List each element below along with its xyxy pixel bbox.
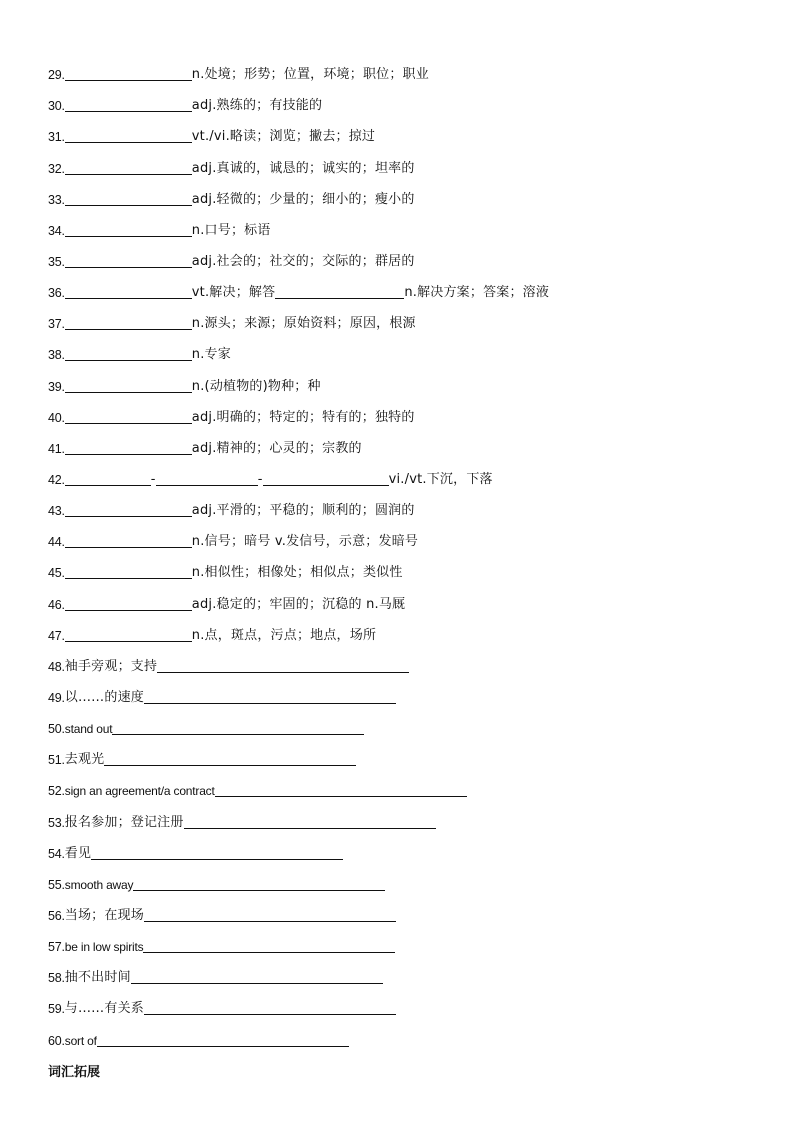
item-definition: adj.稳定的；牢固的；沉稳的 n.马厩 [191,596,406,612]
vocab-item-32 [48,145,768,176]
answer-blank-part-3[interactable] [263,472,389,486]
item-definition: adj.轻微的；少量的；细小的；瘦小的 [191,191,415,207]
answer-blank[interactable] [144,1001,396,1015]
worksheet-page [48,52,768,1080]
answer-blank[interactable] [104,752,356,766]
answer-blank[interactable] [65,565,192,579]
phrase-item-48 [48,644,768,675]
answer-blank[interactable] [65,628,192,642]
section-heading: 词汇拓展 [48,1064,101,1080]
item-number: 43. [48,504,65,519]
answer-blank[interactable] [65,347,192,361]
item-number: 48. [48,659,65,674]
answer-blank-part-2[interactable] [156,472,258,486]
phrase-item-50 [48,706,768,737]
vocab-item-41 [48,426,768,457]
answer-blank[interactable] [65,503,192,517]
item-number: 56. [48,908,65,923]
item-definition: n.处境；形势；位置，环境；职位；职业 [191,67,429,83]
answer-blank[interactable] [65,534,192,548]
item-definition: n.源头；来源；原始资料；原因，根源 [191,316,416,332]
phrase-prompt: 去观光 [64,752,105,768]
phrase-prompt: 与……有关系 [64,1001,144,1017]
dash-separator: - [257,471,263,487]
phrase-item-54 [48,831,768,862]
phrase-prompt: be in low spirits [64,940,144,955]
vocab-item-42 [48,457,768,488]
item-number: 31. [48,130,65,145]
item-number: 50. [48,722,65,737]
answer-blank[interactable] [112,721,364,735]
answer-blank[interactable] [65,223,192,237]
item-definition: n.专家 [191,347,231,363]
phrase-item-52 [48,768,768,799]
item-number: 59. [48,1002,65,1017]
vocab-item-45 [48,550,768,581]
answer-blank[interactable] [65,379,192,393]
item-definition: vt.解决；解答 [191,285,276,301]
item-number: 44. [48,535,65,550]
vocab-item-44 [48,519,768,550]
answer-blank[interactable] [65,410,192,424]
item-number: 46. [48,597,65,612]
item-number: 42. [48,472,65,487]
item-definition: n.点，斑点，污点；地点，场所 [191,627,377,643]
phrase-item-59 [48,986,768,1017]
item-number: 37. [48,317,65,332]
answer-blank[interactable] [144,690,396,704]
answer-blank[interactable] [91,846,343,860]
answer-blank[interactable] [65,67,192,81]
vocab-item-38 [48,332,768,363]
phrase-item-55 [48,862,768,893]
vocab-item-47 [48,613,768,644]
vocab-item-29 [48,52,768,83]
answer-blank[interactable] [184,815,436,829]
vocab-item-35 [48,239,768,270]
item-number: 41. [48,441,65,456]
item-number: 29. [48,68,65,83]
phrase-item-53 [48,799,768,830]
item-definition: vi./vt.下沉，下落 [388,471,493,487]
item-definition: n.口号；标语 [191,222,271,238]
item-number: 57. [48,940,65,955]
item-number: 60. [48,1033,65,1048]
item-definition: adj.社会的；社交的；交际的；群居的 [191,253,415,269]
phrase-prompt: 抽不出时间 [64,970,131,986]
answer-blank-second[interactable] [275,285,404,299]
dash-separator: - [150,471,156,487]
phrase-prompt: stand out [64,722,113,737]
phrase-prompt: sign an agreement/a contract [64,784,215,799]
item-definition: adj.熟练的；有技能的 [191,98,323,114]
item-number: 47. [48,628,65,643]
phrase-item-58 [48,955,768,986]
item-number: 32. [48,161,65,176]
answer-blank[interactable] [65,316,192,330]
answer-blank-part-1[interactable] [65,472,151,486]
answer-blank[interactable] [65,161,192,175]
phrase-prompt: sort of [64,1033,97,1048]
vocab-item-30 [48,83,768,114]
vocab-item-39 [48,363,768,394]
item-definition: adj.平滑的；平稳的；顺利的；圆润的 [191,503,415,519]
answer-blank[interactable] [65,597,192,611]
item-definition: adj.明确的；特定的；特有的；独特的 [191,409,415,425]
vocab-item-34 [48,208,768,239]
answer-blank[interactable] [157,659,409,673]
answer-blank[interactable] [133,877,385,891]
phrase-prompt: 看见 [64,845,92,861]
item-number: 54. [48,846,65,861]
item-number: 34. [48,223,65,238]
item-number: 51. [48,753,65,768]
phrase-item-60 [48,1017,768,1048]
vocab-item-46 [48,581,768,612]
item-number: 30. [48,99,65,114]
answer-blank[interactable] [65,129,192,143]
answer-blank[interactable] [144,908,396,922]
phrase-prompt: 报名参加；登记注册 [64,814,184,830]
phrase-item-56 [48,893,768,924]
answer-blank[interactable] [143,939,395,953]
phrase-prompt: 当场；在现场 [64,907,144,923]
phrase-item-57 [48,924,768,955]
vocab-item-33 [48,177,768,208]
item-number: 55. [48,877,65,892]
item-number: 45. [48,566,65,581]
vocab-item-36 [48,270,768,301]
vocab-item-37 [48,301,768,332]
answer-blank[interactable] [131,970,383,984]
answer-blank[interactable] [65,192,192,206]
item-number: 35. [48,254,65,269]
item-definition: adj.精神的；心灵的；宗教的 [191,440,362,456]
vocab-item-40 [48,395,768,426]
answer-blank[interactable] [65,98,192,112]
item-number: 38. [48,348,65,363]
answer-blank[interactable] [65,285,192,299]
item-definition: vt./vi.略读；浏览；撇去；掠过 [191,129,376,145]
phrase-item-51 [48,737,768,768]
item-number: 36. [48,286,65,301]
item-number: 58. [48,971,65,986]
phrase-prompt: smooth away [64,877,134,892]
item-number: 40. [48,410,65,425]
phrase-item-49 [48,675,768,706]
item-number: 39. [48,379,65,394]
item-definition: n.(动植物的)物种；种 [191,378,321,394]
answer-blank[interactable] [215,783,467,797]
item-number: 33. [48,192,65,207]
answer-blank[interactable] [65,441,192,455]
item-number: 53. [48,815,65,830]
item-definition: n.相似性；相像处；相似点；类似性 [191,565,403,581]
vocab-item-31 [48,114,768,145]
item-number: 49. [48,690,65,705]
item-definition: adj.真诚的，诚恳的；诚实的；坦率的 [191,160,415,176]
answer-blank[interactable] [65,254,192,268]
phrase-prompt: 袖手旁观；支持 [64,658,158,674]
phrase-prompt: 以……的速度 [64,689,144,705]
item-number: 52. [48,784,65,799]
item-definition: n.信号；暗号 v.发信号，示意；发暗号 [191,534,419,550]
vocab-item-43 [48,488,768,519]
item-definition-second: n.解决方案；答案；溶液 [404,285,550,301]
answer-blank[interactable] [97,1033,349,1047]
